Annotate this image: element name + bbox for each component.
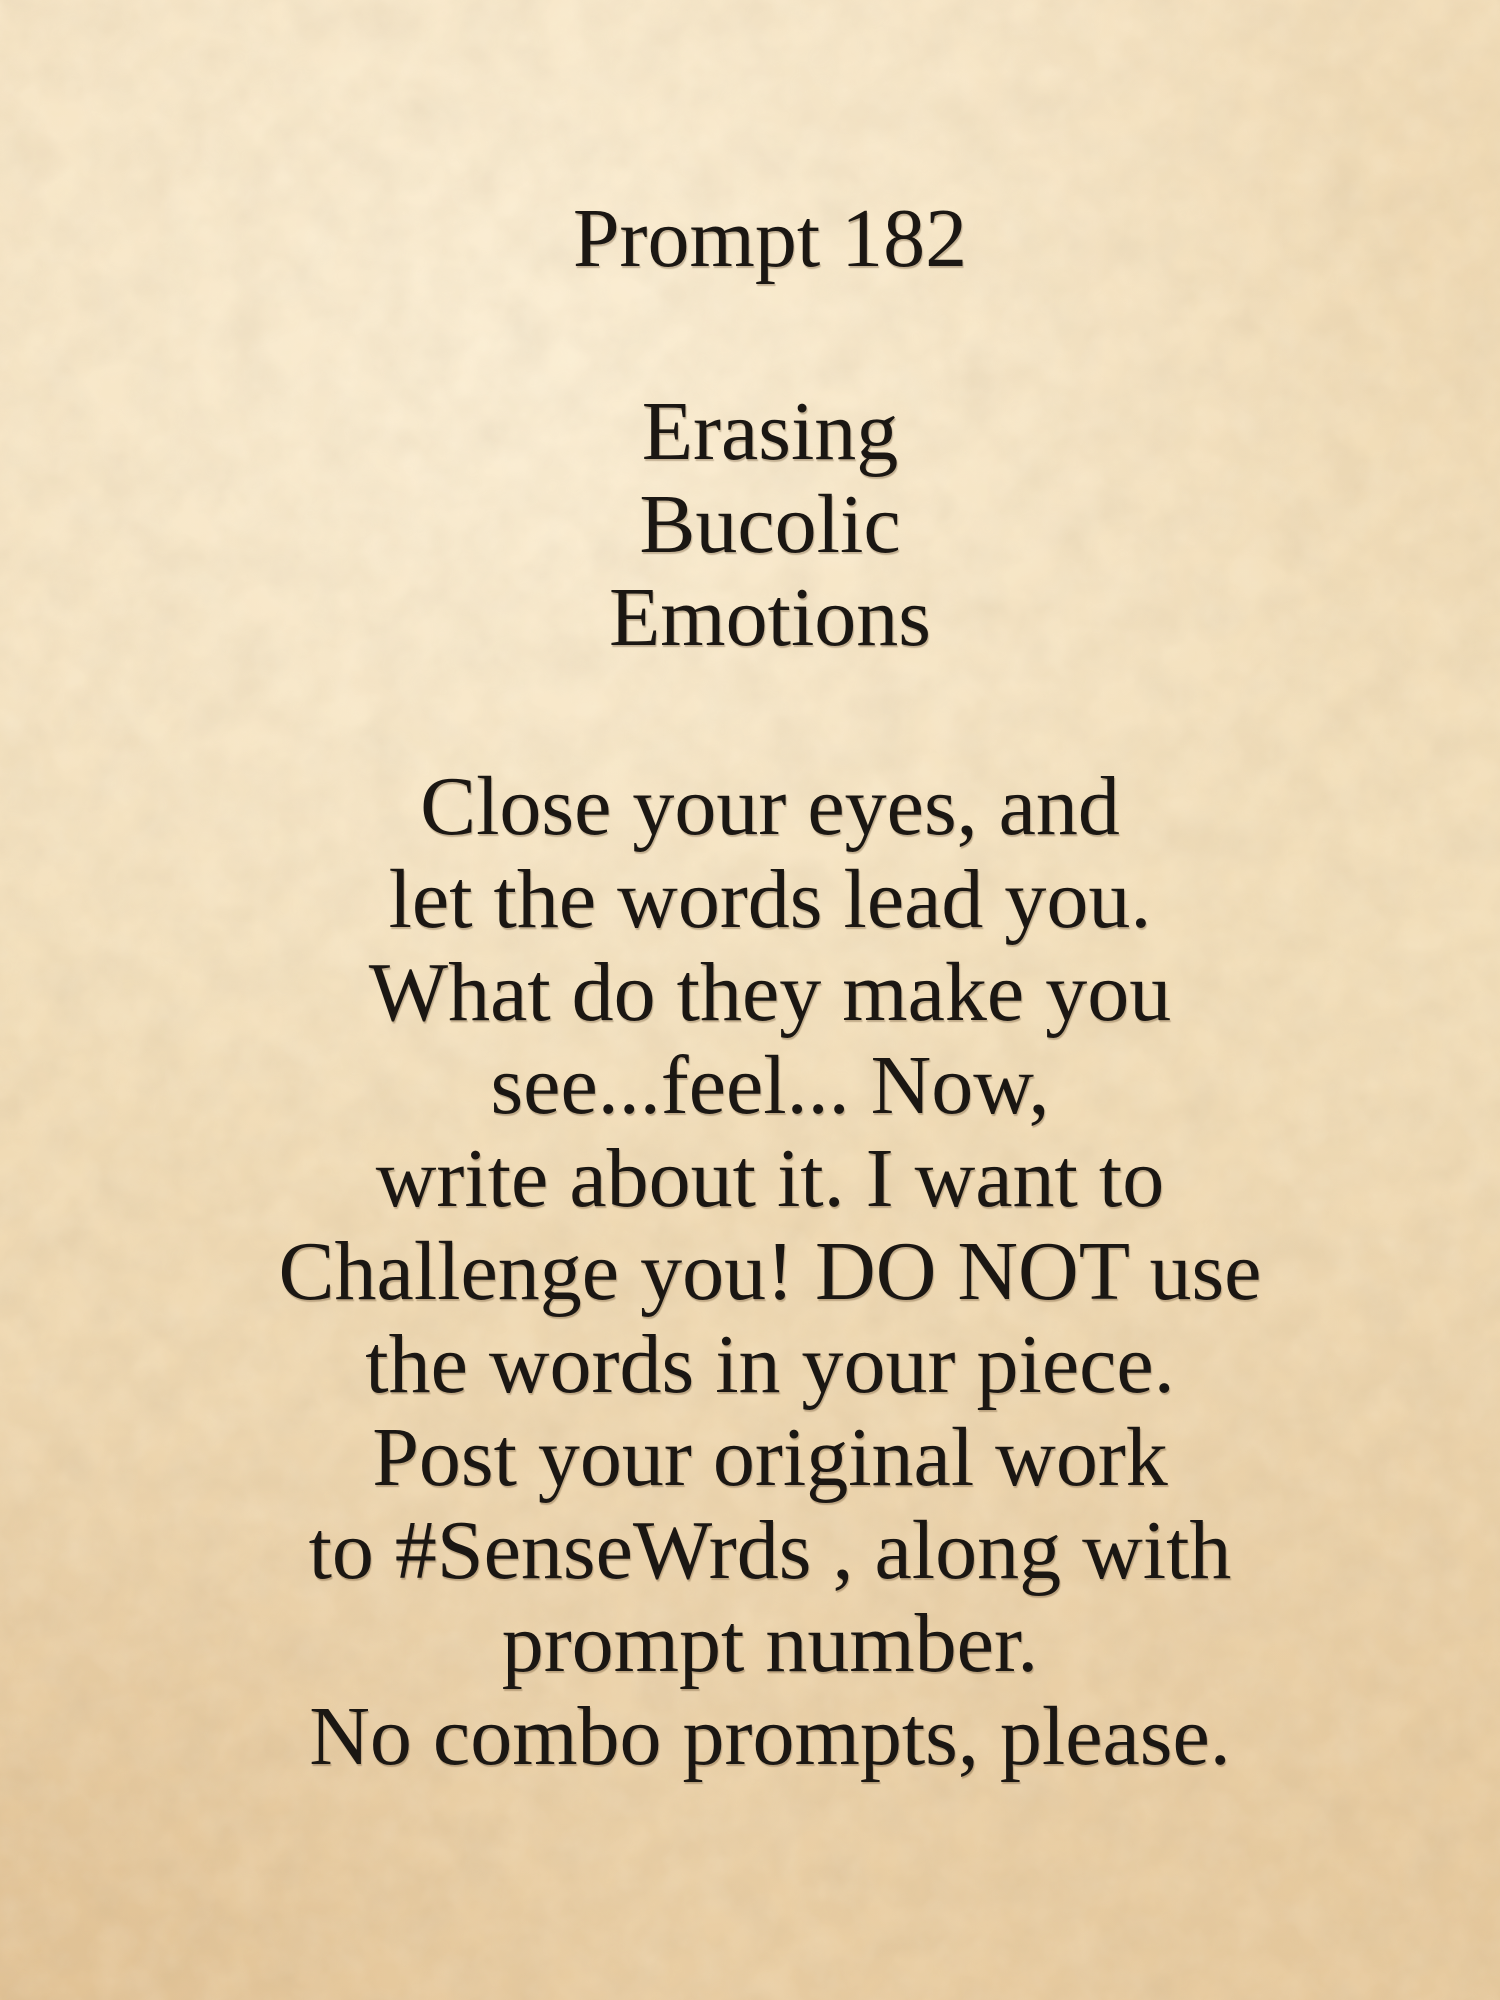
instruction-line-5: write about it. I want to [375, 1132, 1165, 1225]
instruction-line-8: Post your original work [372, 1411, 1168, 1504]
instruction-line-4: see...feel... Now, [490, 1039, 1050, 1132]
instruction-line-6: Challenge you! DO NOT use [278, 1225, 1262, 1318]
instruction-line-9: to #SenseWrds , along with [308, 1504, 1232, 1597]
instruction-line-11: No combo prompts, please. [309, 1690, 1231, 1783]
prompt-word-list [20, 385, 1500, 664]
prompt-word-2: Bucolic [639, 478, 901, 571]
instruction-line-10: prompt number. [501, 1597, 1039, 1690]
instruction-line-1: Close your eyes, and [420, 760, 1120, 853]
prompt-title: Prompt 182 [572, 192, 968, 285]
prompt-instructions [20, 760, 1500, 1783]
instruction-line-2: let the words lead you. [388, 853, 1152, 946]
prompt-word-3: Emotions [608, 571, 931, 664]
prompt-content [20, 192, 1500, 1783]
instruction-line-7: the words in your piece. [365, 1318, 1175, 1411]
prompt-word-1: Erasing [641, 385, 899, 478]
instruction-line-3: What do they make you [368, 946, 1172, 1039]
